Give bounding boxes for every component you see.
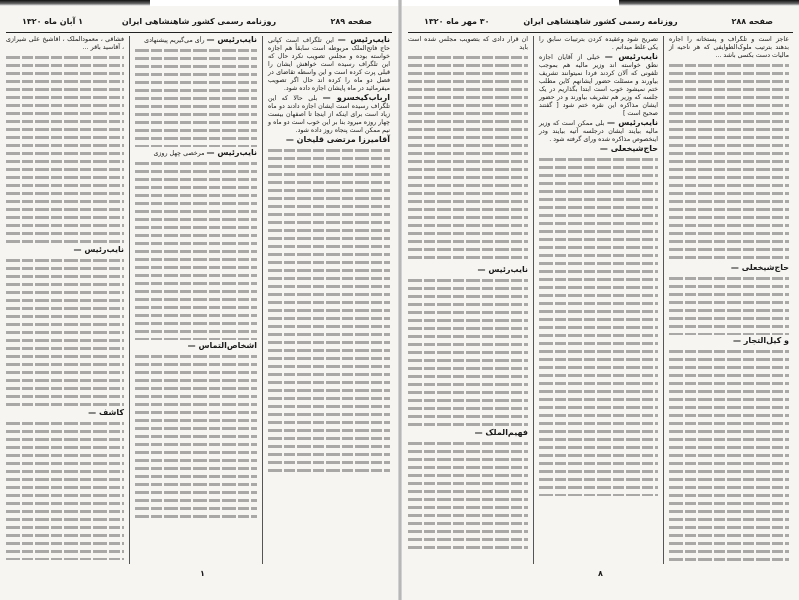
- header-rule: [6, 32, 392, 33]
- column-divider: [533, 36, 534, 564]
- column-text: آن قرار دادی که بتصویب مجلس شده است باید: [408, 36, 528, 51]
- speaker-heading: نایب‌رئیس —: [337, 36, 390, 44]
- column-text: بلی ممکن است که وزیر مالیه بیایند ایشان درجلسه آتیه بیایند ودر اینخصوص مذاکره شده ورای گرفته شود .: [539, 120, 658, 143]
- text-block: [408, 277, 528, 427]
- page-header: [408, 14, 793, 30]
- column-1: [264, 36, 394, 562]
- column-3: [404, 36, 532, 562]
- column-text: رأی می‌گیریم پیشنهادی: [144, 37, 205, 44]
- page-number: صفحه ۲۸۹: [330, 17, 372, 26]
- column-1: [665, 36, 793, 562]
- column-text: بلی حالا که این تلگراف رسیده است ایشان اجازه دادند دو ماه زیاد است برای اینکه از اینجا تا اصفهان بیست چهار روزه میرود بنا بر این خوب است دو ماه و نیم ممکن است پنجاه روز داده شود.: [268, 95, 390, 134]
- speaker-heading: کاشف —: [88, 408, 124, 417]
- text-block: [669, 275, 789, 335]
- column-divider: [129, 36, 130, 564]
- speaker-heading: نایب‌رئیس —: [206, 148, 257, 157]
- column-2: [535, 36, 662, 562]
- column-text: فشاقی ، معمودالملک ، آقاشیخ علی شیرازی ، آقاسید باقر ...: [6, 36, 124, 51]
- speaker-heading: فهیم‌الملک —: [474, 428, 528, 437]
- text-block: [6, 54, 124, 244]
- text-block: [408, 440, 528, 550]
- speaker-heading: نایب‌رئیس —: [477, 265, 528, 274]
- speaker-heading: و کیل‌التجار —: [733, 336, 789, 345]
- column-2: [131, 36, 261, 562]
- speaker-heading: حاج‌شیخعلی —: [730, 263, 789, 272]
- column-divider: [663, 36, 664, 564]
- speaker-heading: اشخاص‌التماس —: [187, 341, 257, 350]
- text-block: [135, 160, 257, 340]
- speaker-heading: نایب‌رئیس —: [206, 36, 257, 44]
- text-block: [6, 257, 124, 407]
- page-header: [6, 14, 392, 30]
- column-divider: [262, 36, 263, 564]
- speaker-heading: حاج‌شیخعلی —: [599, 144, 658, 153]
- issue-date: ۳۰ مهر ماه ۱۳۲۰: [424, 17, 490, 26]
- text-block: [6, 420, 124, 560]
- column-text: این تلگراف است کپانی حاج فاتح‌الملک مربوطه است سابقاً هم اجازه خواسته بوده و مجلس تصویب نکرد حال که این تلگراف رسیده است خواهش ایشان را قبلی پرت کرده است و این واسطه تقاضای در فصل دو ماه را کرده اند حال اگر تصویب میفرمائید در ماه پایشان اجازه داده شود.: [268, 37, 390, 92]
- text-block: [669, 62, 789, 262]
- page-number: صفحه ۲۸۸: [731, 17, 773, 26]
- text-block: [268, 147, 390, 477]
- right-page: [402, 6, 799, 600]
- column-text: خیلی از آقایان اجازه نطق خواسته اند وزیر مالیه هم بموجب تلفونی که آلان کردند فردا نمیتوانند تشریف بیاورند و مسئلت حضور ایشانهم کاین مطلب ختم نمیشود خوب است ابتدا بگذاریم در یک جلسه که وزیر هم تشریف بیاورند و در حضور ایشان مذاکره این نقره ختم شود [ گفتند صحیح است ]: [539, 54, 658, 117]
- column-text: عاجز است و تلگراف و پستخانه را اجاره بدهند بترتیب ملوک‌الطوایفی که هر ناحیه از مالیات دست بکسی باشد ...: [669, 36, 789, 59]
- column-text: تصریح شود وعقیده کردن بترتیبات سابق را یکی غلط میدانم .: [539, 36, 658, 51]
- text-block: [669, 348, 789, 562]
- text-block: [135, 47, 257, 147]
- left-page: [0, 6, 398, 600]
- newspaper-title: روزنامه رسمی کشور شاهنشاهی ایران: [523, 17, 678, 26]
- header-rule: [408, 32, 793, 33]
- issue-date: ۱ آبان ماه ۱۳۲۰: [22, 17, 84, 26]
- page-footer-number: ۸: [598, 569, 603, 578]
- column-3: [2, 36, 128, 562]
- text-block: [539, 156, 658, 496]
- text-block: [408, 54, 528, 264]
- speaker-heading: ارباب‌کیخسرو —: [322, 93, 390, 102]
- speaker-heading: آقامیرزا مرتضی قلیخان —: [285, 135, 390, 144]
- text-block: [135, 353, 257, 523]
- speaker-heading: نایب‌رئیس —: [606, 118, 658, 127]
- speaker-heading: نایب‌رئیس —: [73, 245, 124, 254]
- speaker-heading: نایب‌رئیس —: [604, 52, 658, 61]
- column-text: مرخصی چهل روزی: [153, 150, 205, 157]
- page-footer-number: ۱: [200, 569, 205, 578]
- newspaper-title: روزنامه رسمی کشور شاهنشاهی ایران: [121, 17, 277, 26]
